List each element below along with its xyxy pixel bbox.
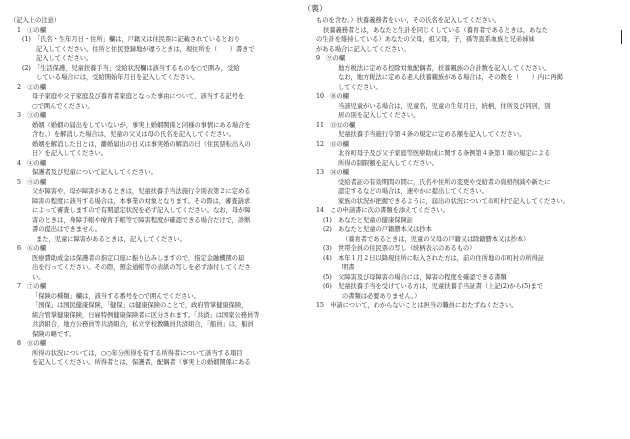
notes-column-right [316,16,616,311]
note-line: の生計を維持している）あなたの父母，祖父母，子，孫等直系血族と兄弟姉妹 [316,36,535,43]
note-line: 婚姻（婚姻の届出をしていないが，事実上婚姻関係と同様の事情にある場合を [32,121,251,129]
note-line: なお，地方税法に定める老人扶養親族がある場合は，その数を（ ）内に再掲 [338,74,563,81]
note-line: 地方税法に定める控除対象配偶者，扶養親族の合計数を記入してください。 [338,64,551,72]
note-line: 組合管掌健康保険，日雇特例健康保険者に区分されます。「共済」は国家公務員等 [32,311,260,319]
note-line: 父が障害や，母が障害があるときは，児童扶養手当法施行令別表第２に定める [32,188,251,195]
note-line: (5) 父障害及び母障害の場合には，障害の程度を確認できる書類 [323,273,507,281]
note-line: 12 ⑬の欄 [316,140,349,148]
note-line: 扶養義務者とは，あなたと生計を同じくしている（養育者であるときは，あなた [323,26,548,34]
note-line: 日）を記入してください。 [32,150,107,157]
page-side-label: （裏） [303,4,327,13]
note-line: (1) 「氏名・生年月日・住所」欄は，戸籍又は住民票に記載されているとおり [22,36,241,43]
note-line: 家族の状況が把握できるように，届出の状況について市町村で記入してください。 [338,197,570,205]
note-line: 明書 [342,264,355,271]
note-line: 母子家庭や父子家庭及び養育者家庭となった事由について，該当する記号を [32,93,245,100]
note-line: 15 申請について，わからないことは担当の職員におたずねください。 [316,302,518,309]
note-line: 保護者及び児童について記入してください。 [32,169,157,176]
note-line: 7 ⑦の欄 [17,283,46,290]
note-line: 認定するなどの場合は，速やかに提出してください。 [338,188,488,195]
note-line: (2) あなたと児童の戸籍謄本又は抄本 [323,226,432,233]
note-line: 当該児童がいる場合は，児童名，児童の生年月日，続柄，住所及び同居，別 [338,102,551,110]
note-line: 1 ①の欄 [17,26,46,34]
note-line: 害のときは，身障手帳や療育手帳等で障害程度が確認できる場合だけで，診断 [32,216,251,224]
note-line: の書類は必要ありません。） [342,292,421,300]
note-line: 含む。）を解消した場合は，児童の父又は母の氏名を記入してください。 [32,131,235,138]
note-line: 児童扶養手当施行令第４条の規定に定める額を記入してください。 [338,131,526,138]
note-line: 6 ⑥の欄 [17,245,46,252]
note-line: 「保険の種類」欄は，該当する番号を○で囲んでください。 [32,292,200,300]
note-line: (6) 児童扶養手当を受けている方は，児童扶養手当証書（上記(2)から(5)まで [323,283,543,290]
note-line: 13 ⑭の欄 [316,169,349,176]
note-line: によって審査しますので有期認定状況を必ず記入してください。なお，母が障 [32,207,251,214]
note-line: 居の別を記入してください。 [338,112,420,119]
note-line: 保険の略です。 [32,330,76,338]
note-line: 書の提出はできません。 [32,226,102,233]
note-line: 3 ③の欄 [17,112,46,119]
note-line: 8 ⑧の欄 [17,340,46,347]
note-line: い。 [32,273,45,281]
note-line: 9 ⑨の欄 [316,55,345,62]
note-line: を記入してください。所得者とは，保護者，配偶者（事実上の婚姻関係にある [32,359,251,366]
margin-mark [621,30,622,44]
note-line: 所得の制限額を記入してください。 [338,159,438,167]
note-line: （記入上の注意） [10,17,60,24]
note-line: してください。 [338,83,382,91]
note-line: (2) 「生活保護，児童扶養手当」受給状況欄は該当するものを○で囲み，受給 [22,64,240,72]
notes-column-left [10,16,306,368]
note-line: 14 この申請書に次の書類を添えてください。 [316,207,449,214]
note-line: ものを含む。）扶養義務者をいい，その氏名を記入してください。 [316,17,501,24]
note-line: 出を行ってください。その際，預金通帳等の表紙の写しを必ず添付してくださ [32,264,251,271]
note-line: している場合には，受給開始年月日を記入してください。 [36,74,199,81]
note-line: （養育者であるときは，児童の父母の戸籍又は除籍謄本又は抄本） [342,235,530,243]
note-line: 記入してください。住所と住民登録地が違うときは，現住所を（ ）書きで [36,45,255,53]
note-line: (4) 本年１月２日以降現住所に転入された方は，前の住所地の市町村の所得証 [323,254,545,262]
note-line: 障害の程度に該当する場合は，本事業の対象となります。その際は，審査請求 [32,197,251,205]
note-line: 受給者証の有効期間の間に，氏名や住所の変更や受給者の資格削減や新たに [338,178,551,186]
note-line: 「国保」は国民健康保険，「健保」は健康保険のことで，政府管掌健康保険， [32,302,248,309]
note-line: がある場合に記入してください。 [316,45,410,53]
note-line: (1) あなたと児童の健康保険証 [323,216,413,224]
note-line: 共済組合，地方公務員等共済組合，私立学校教職員共済組合，「船員」は，船員 [32,321,254,328]
note-line: 医療費助成金は保護者の指定口座に振り込みしますので，指定金融機関の届 [32,254,245,262]
note-line: 婚姻を解消した日とは，離婚届出の日又は事実婚の解消の日（住民票転出入の [32,140,251,148]
note-line: ○で囲んでください。 [32,102,94,110]
note-line: 4 ④の欄 [17,159,46,167]
note-line: 5 ⑤の欄 [17,178,46,186]
note-line: 所得の状況については，○○年分所得を有する所得者について該当する項目 [32,349,243,357]
note-line: (3) 世帯全員の住民票の写し（続柄表示のあるもの） [323,245,476,252]
note-line: 10 ⑩の欄 [316,93,349,100]
note-line: 11 ⑪⑫の欄 [316,121,356,129]
note-line: 記入してください。 [36,55,93,62]
note-line: また，児童に障害があるときは，記入してください。 [36,235,186,243]
note-line: 2 ②の欄 [17,83,46,91]
note-line: 北谷町母子及び父子家庭等医療助成に関する条例第４条第１項の規定による [338,150,551,157]
